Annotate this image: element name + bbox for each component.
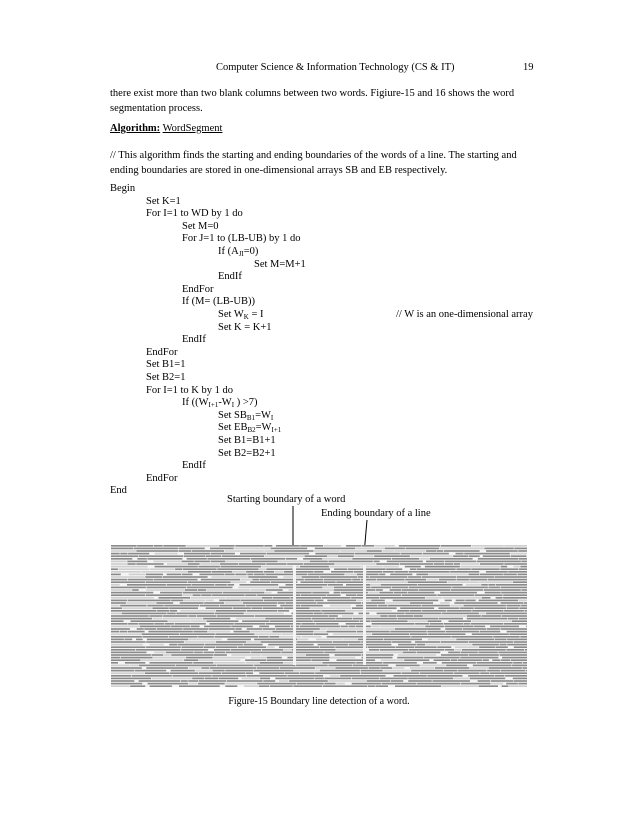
pseudocode-line: EndFor [146,346,178,358]
pseudocode-line: If (($W_{I+1}-W_I$ ) >7) [182,397,258,410]
pseudocode-line: Set K = K+1 [218,321,272,333]
pseudocode-line: For I=1 to WD by 1 do [146,208,243,220]
pseudocode-line: Set $EB_{B2}=W_{I+1}$ [218,422,282,435]
pseudocode-line: Set B2=B2+1 [218,447,276,459]
algorithm-description: // This algorithm finds the starting and ending boundaries of the words of a line. The starting and ending boundaries are stored in one-dimensional arrays SB and EB respectively. [110,150,517,176]
pseudocode-line: EndIf [182,460,206,472]
pseudocode-line: Set B2=1 [146,372,186,383]
pseudocode-line: Set $SB_{B1}=W_I$ [218,409,274,422]
pseudocode-line: Set B1=1 [146,359,186,371]
pseudocode-line: If (M= (LB-UB)) [182,296,255,308]
algorithm-title [110,123,222,134]
boundary-detection-figure [111,545,527,687]
pseudocode-line: Set B1=B1+1 [218,435,276,446]
pseudocode-line: If $(A_{JI}=0)$ [218,246,259,258]
pseudocode-line: Set K=1 [146,195,181,207]
pseudocode-comment: // W is an one-dimensional array [396,309,533,320]
pseudocode-line: Set $W_K = I$ // W is an one-dimensional array [218,309,533,321]
pseudocode-line: EndIf [218,271,242,283]
pseudocode-line: Set M=0 [182,220,219,232]
pseudocode-line: For I=1 to K by 1 do [146,384,234,396]
intro-paragraph: there exist more than two blank columns between two words. Figiure-15 and 16 shows the word segmentation process. [110,88,515,114]
pseudocode-line: Begin [110,183,136,194]
figure-caption: Figure-15 Boundary line detection of a word. [228,696,410,707]
pseudocode-line: Set M=M+1 [254,258,306,270]
pseudocode-line: EndIf [182,334,206,346]
algorithm-name: WordSegment [162,123,223,134]
pseudocode-line: For J=1 to (LB-UB) by 1 do [182,233,301,245]
page-number: 19 [523,62,534,73]
pseudocode-line: EndFor [146,472,178,484]
annotation-start-boundary: Starting boundary of a word [227,494,346,505]
annotation-end-boundary: Ending boundary of a line [321,508,431,519]
pseudocode-line: End [110,485,127,497]
pseudocode-line: EndFor [182,283,214,295]
journal-title: Computer Science & Information Technology (CS & IT) [216,62,455,73]
algorithm-label: Algorithm: [110,123,161,134]
